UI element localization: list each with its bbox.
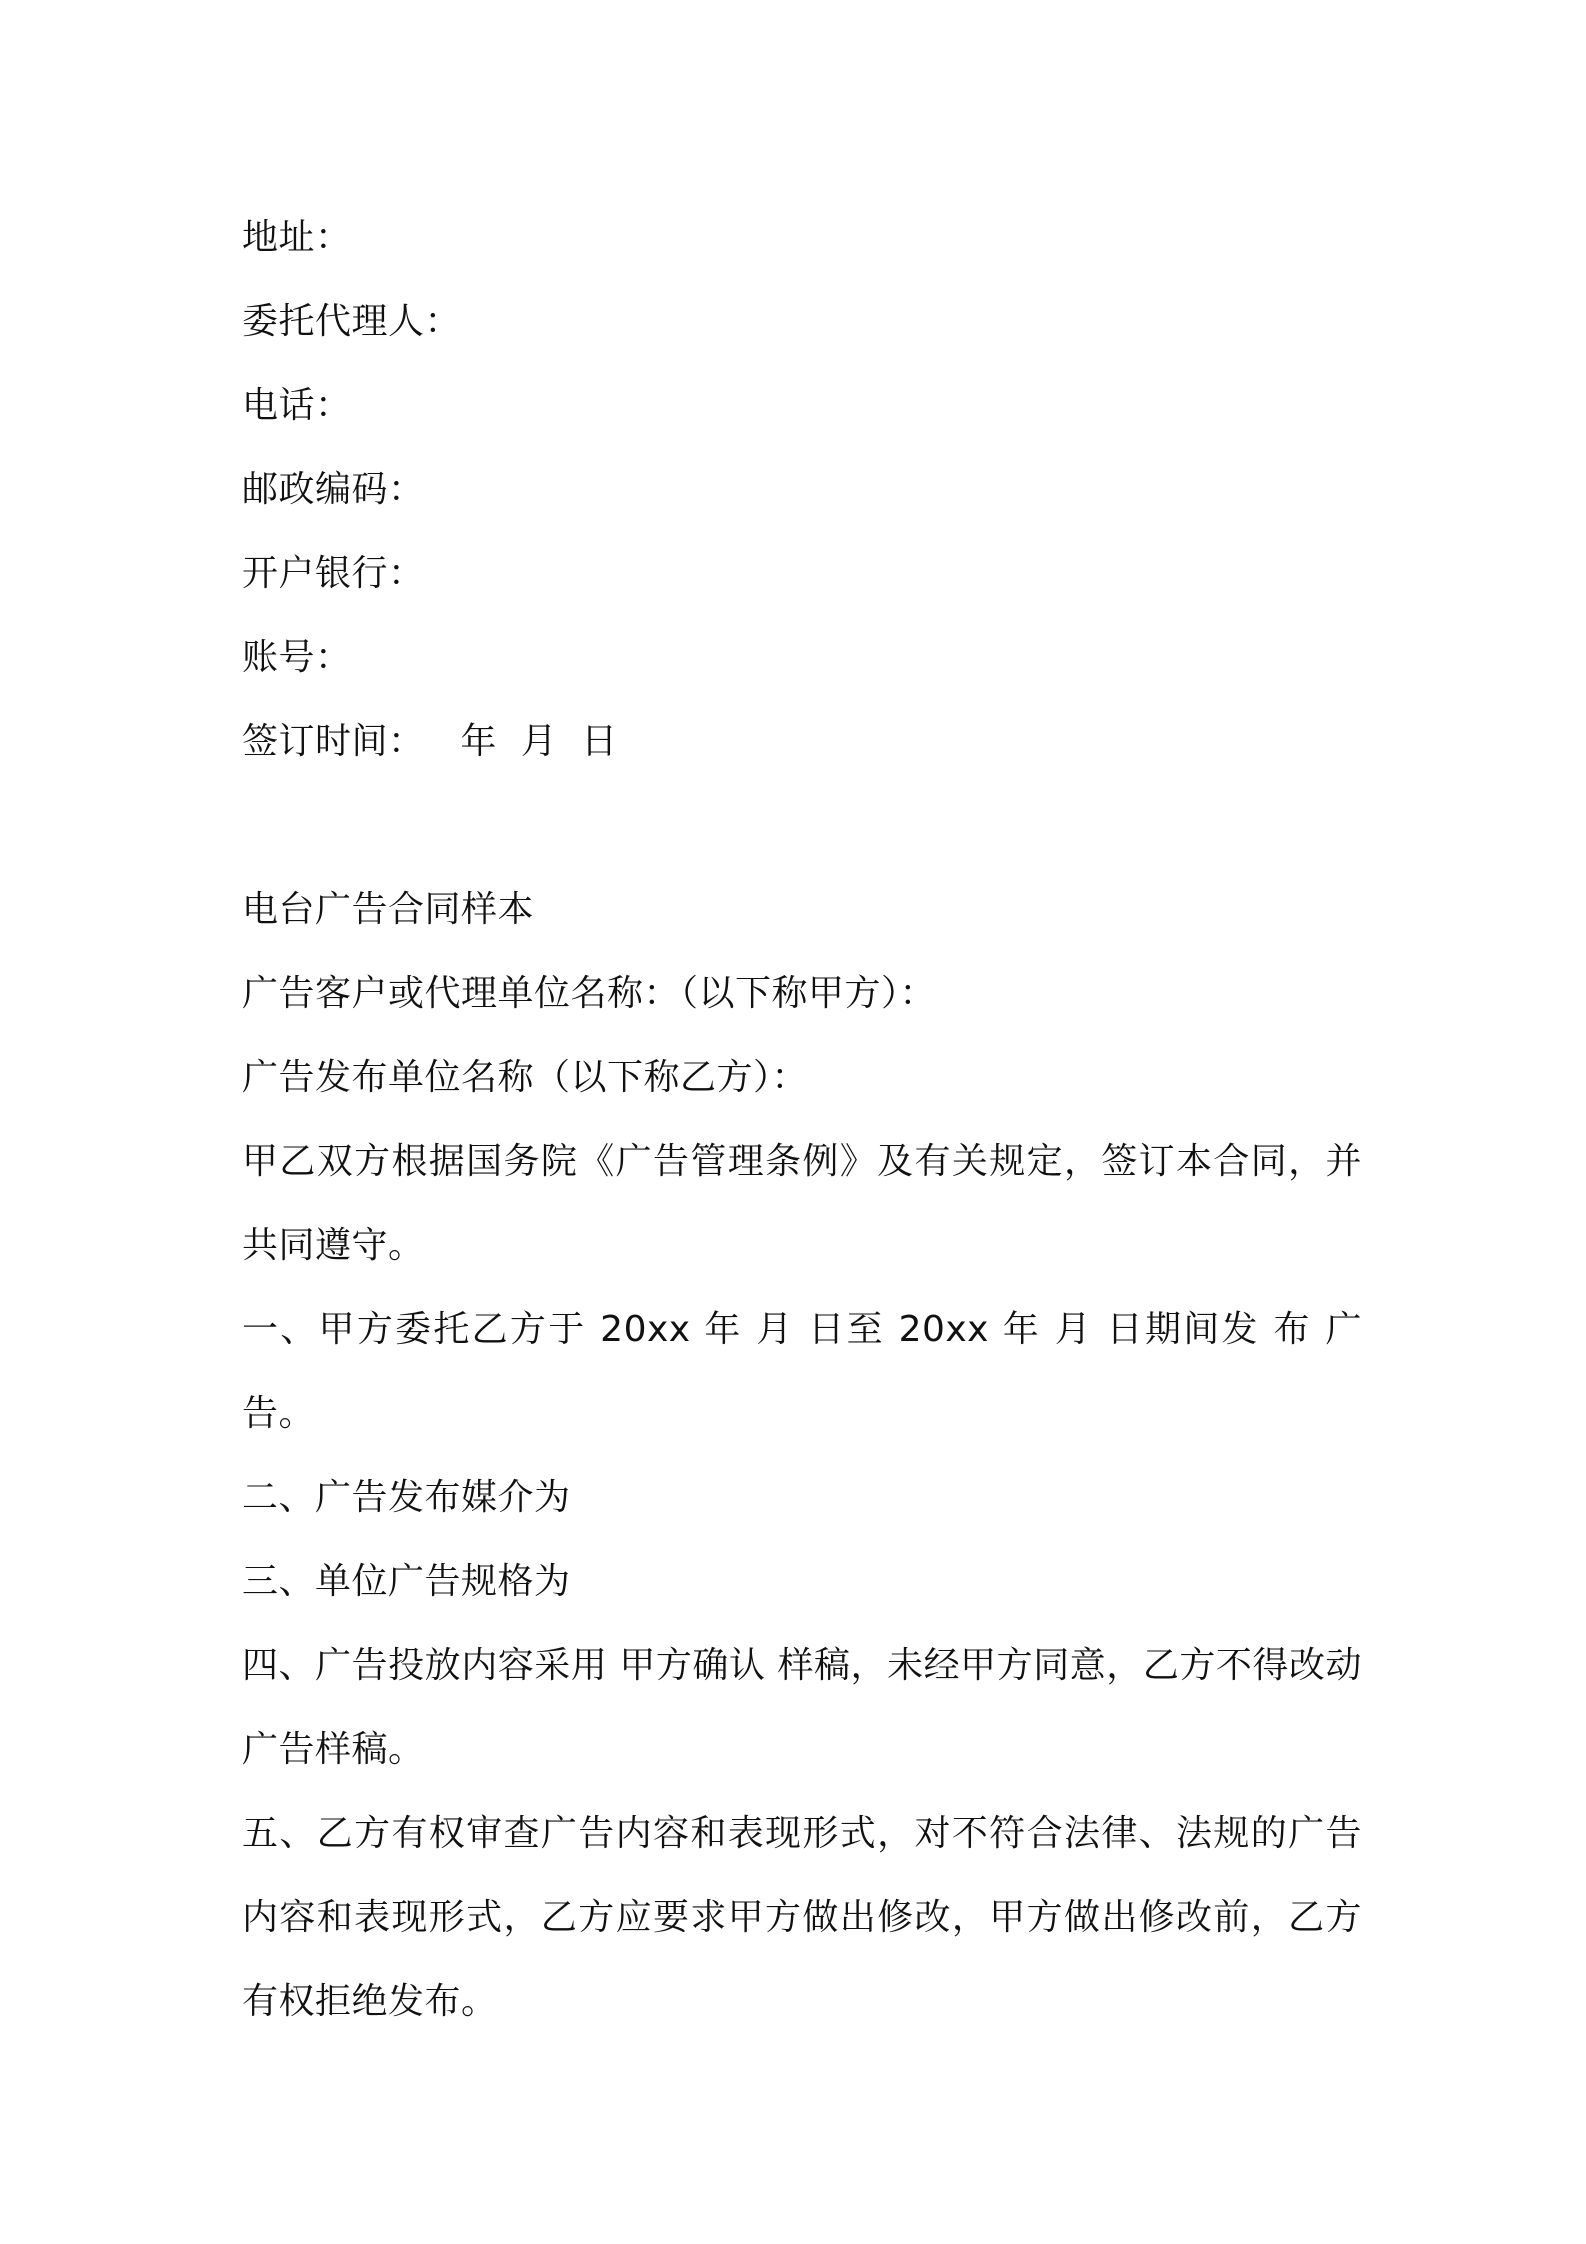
phone-line: 电话： (242, 385, 352, 426)
publisher-name-line: 广告发布单位名称（以下称乙方）： (242, 1057, 809, 1098)
intro-paragraph: 甲乙双方根据国务院《广告管理条例》及有关规定，签订本合同，并共同遵守。 (242, 1141, 1362, 1266)
clause-2: 二、广告发布媒介为 (242, 1477, 571, 1518)
clause-4: 四、广告投放内容采用 甲方确认 样稿，未经甲方同意，乙方不得改动广告样稿。 (242, 1645, 1362, 1770)
account-line: 账号： (242, 637, 352, 678)
agent-line: 委托代理人： (242, 301, 462, 342)
clause-3: 三、单位广告规格为 (242, 1561, 571, 1602)
bank-line: 开户银行： (242, 553, 425, 594)
section-spacer (242, 784, 1362, 868)
document-body (242, 196, 1362, 2044)
clause-5: 五、乙方有权审查广告内容和表现形式，对不符合法律、法规的广告内容和表现形式，乙方应要求甲方做出修改，甲方做出修改前，乙方有权拒绝发布。 (242, 1813, 1362, 2022)
postcode-line: 邮政编码： (242, 469, 425, 510)
signing-date-line: 签订时间： 年 月 日 (242, 721, 618, 762)
clause-1: 一、甲方委托乙方于 20xx 年 月 日至 20xx 年 月 日期间发 布 广告。 (242, 1309, 1362, 1434)
address-line: 地址： (242, 217, 352, 258)
contract-title: 电台广告合同样本 (242, 889, 535, 930)
client-name-line: 广告客户或代理单位名称：（以下称甲方）： (242, 973, 937, 1014)
